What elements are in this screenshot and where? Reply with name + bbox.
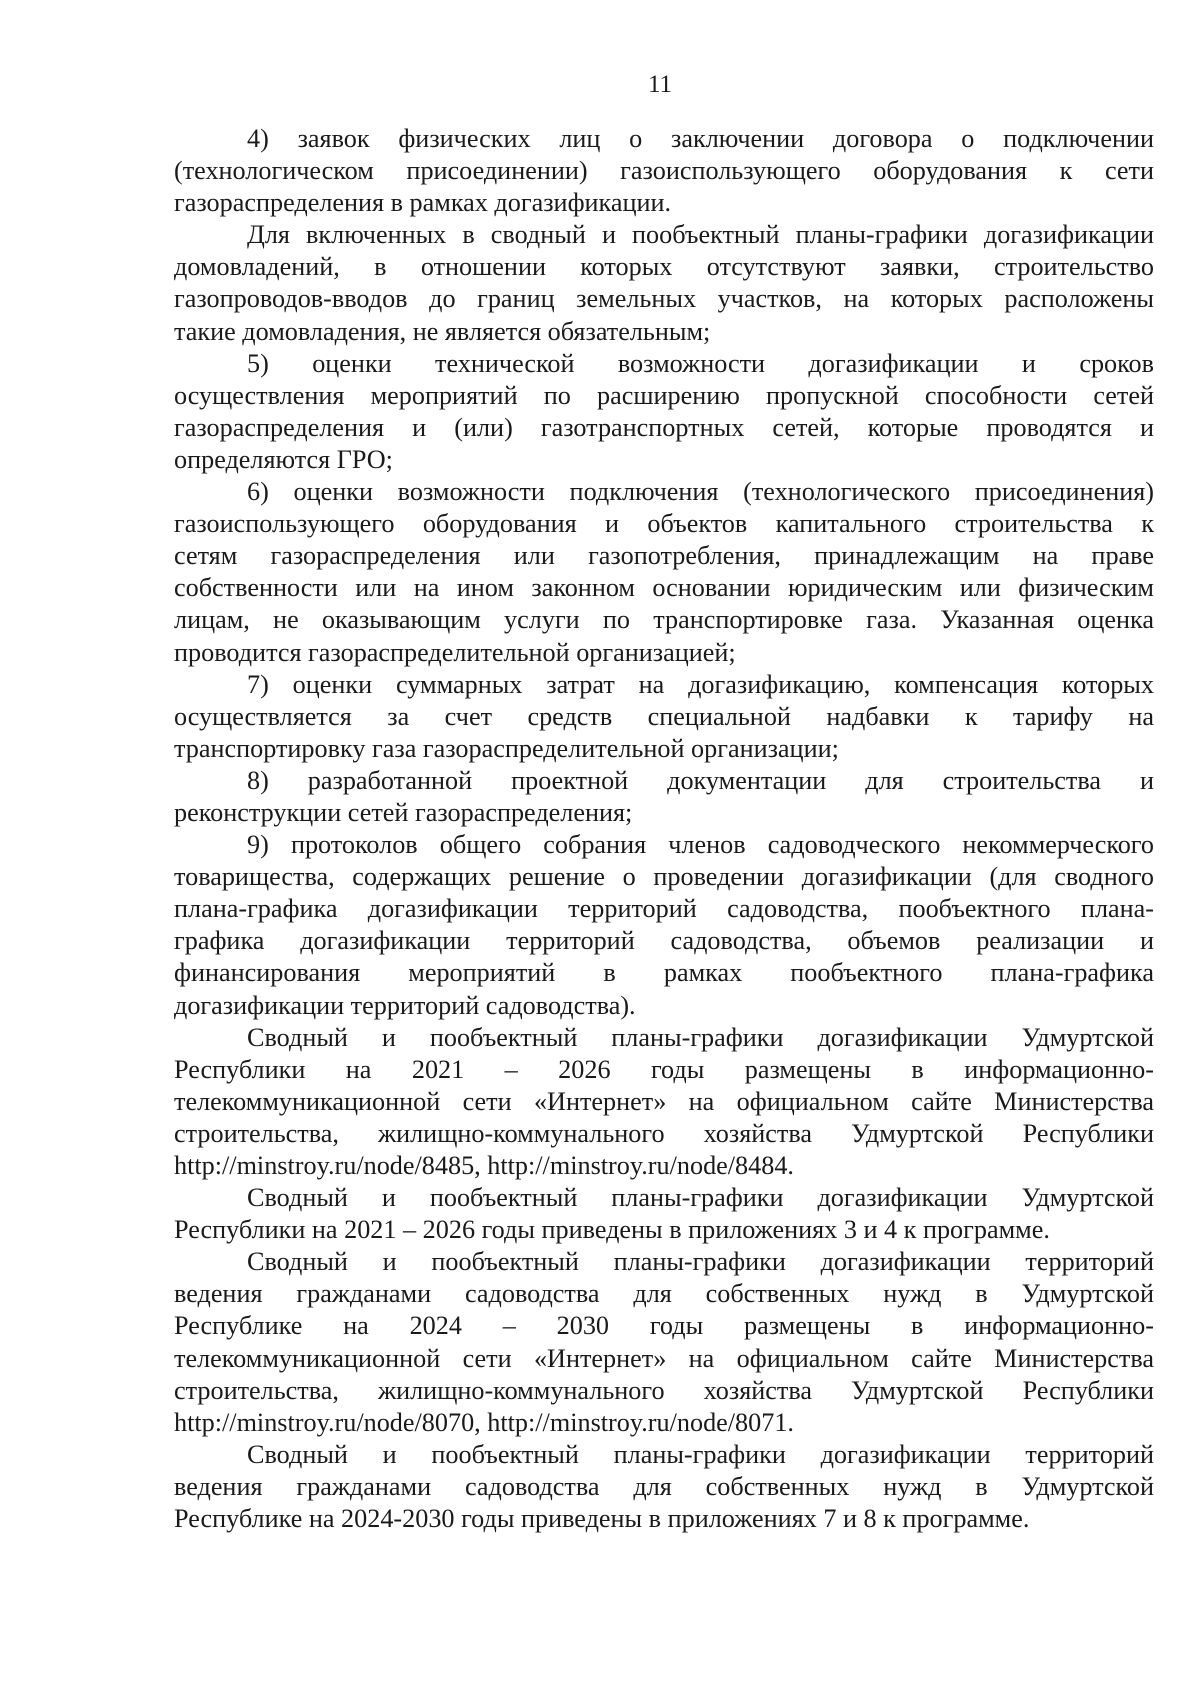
text-line: сетям газораспределения или газопотребления, принадлежащим на праве bbox=[174, 541, 1154, 571]
text-line: Для включенных в сводный и пообъектный планы-графики догазификации bbox=[247, 220, 1154, 250]
text-line: финансирования мероприятий в рамках пообъектного плана-графика bbox=[174, 958, 1154, 988]
text-line: 4) заявок физических лиц о заключении договора о подключении bbox=[247, 124, 1154, 153]
text-line: товарищества, содержащих решение о проведении догазификации (для сводного bbox=[174, 862, 1154, 892]
text-line: Сводный и пообъектный планы-графики догазификации территорий bbox=[247, 1247, 1154, 1277]
text-line: плана-графика догазификации территорий садоводства, пообъектного плана- bbox=[174, 894, 1154, 924]
text-line: телекоммуникационной сети «Интернет» на официальном сайте Министерства bbox=[174, 1086, 1154, 1116]
text-line: Республики на 2021 – 2026 годы размещены в информационно- bbox=[174, 1054, 1154, 1084]
text-line: проводится газораспределительной организацией; bbox=[174, 637, 736, 667]
text-line: http://minstroy.ru/node/8070, http://minstroy.ru/node/8071. bbox=[174, 1407, 794, 1437]
text-line: реконструкции сетей газораспределения; bbox=[174, 797, 633, 827]
text-line: Республике на 2024-2030 годы приведены в приложениях 7 и 8 к программе. bbox=[174, 1504, 1030, 1534]
page-number: 11 bbox=[647, 71, 673, 98]
text-line: догазификации территорий садоводства). bbox=[174, 990, 636, 1020]
text-line: домовладений, в отношении которых отсутствуют заявки, строительство bbox=[174, 252, 1154, 282]
text-line: 7) оценки суммарных затрат на догазификацию, компенсация которых bbox=[247, 669, 1154, 699]
text-line: ведения гражданами садоводства для собственных нужд в Удмуртской bbox=[174, 1279, 1154, 1309]
text-line: 9) протоколов общего собрания членов садоводческого некоммерческого bbox=[247, 830, 1154, 860]
text-line: 8) разработанной проектной документации для строительства и bbox=[247, 765, 1154, 795]
text-line: Сводный и пообъектный планы-графики догазификации территорий bbox=[247, 1439, 1154, 1469]
text-line: газораспределения в рамках догазификации. bbox=[174, 188, 672, 218]
text-line: ведения гражданами садоводства для собственных нужд в Удмуртской bbox=[174, 1471, 1154, 1501]
text-line: газораспределения и (или) газотранспортных сетей, которые проводятся и bbox=[174, 412, 1154, 442]
text-line: осуществляется за счет средств специальной надбавки к тарифу на bbox=[174, 701, 1154, 731]
text-line: собственности или на ином законном основании юридическим или физическим bbox=[174, 573, 1154, 603]
text-line: такие домовладения, не является обязательным; bbox=[174, 316, 711, 346]
text-line: Республике на 2024 – 2030 годы размещены в информационно- bbox=[174, 1311, 1154, 1341]
text-line: определяются ГРО; bbox=[174, 444, 393, 474]
text-line: осуществления мероприятий по расширению пропускной способности сетей bbox=[174, 380, 1154, 410]
text-line: газопроводов-вводов до границ земельных участков, на которых расположены bbox=[174, 284, 1154, 314]
text-line: 5) оценки технической возможности догазификации и сроков bbox=[247, 348, 1154, 378]
text-line: (технологическом присоединении) газоиспользующего оборудования к сети bbox=[174, 156, 1154, 186]
text-line: транспортировку газа газораспределительной организации; bbox=[174, 733, 839, 763]
text-line: газоиспользующего оборудования и объектов капитального строительства к bbox=[174, 509, 1154, 539]
text-line: строительства, жилищно-коммунального хозяйства Удмуртской Республики bbox=[174, 1375, 1154, 1405]
text-line: лицам, не оказывающим услуги по транспортировке газа. Указанная оценка bbox=[174, 605, 1154, 635]
text-line: 6) оценки возможности подключения (технологического присоединения) bbox=[247, 477, 1154, 507]
text-line: Сводный и пообъектный планы-графики догазификации Удмуртской bbox=[247, 1022, 1154, 1052]
text-line: Сводный и пообъектный планы-графики догазификации Удмуртской bbox=[247, 1183, 1154, 1213]
document-body bbox=[174, 123, 1154, 1535]
text-line: строительства, жилищно-коммунального хозяйства Удмуртской Республики bbox=[174, 1118, 1154, 1148]
text-line: телекоммуникационной сети «Интернет» на официальном сайте Министерства bbox=[174, 1343, 1154, 1373]
text-line: графика догазификации территорий садоводства, объемов реализации и bbox=[174, 926, 1154, 956]
text-line: Республики на 2021 – 2026 годы приведены в приложениях 3 и 4 к программе. bbox=[174, 1215, 1050, 1245]
text-line: http://minstroy.ru/node/8485, http://minstroy.ru/node/8484. bbox=[174, 1151, 794, 1180]
